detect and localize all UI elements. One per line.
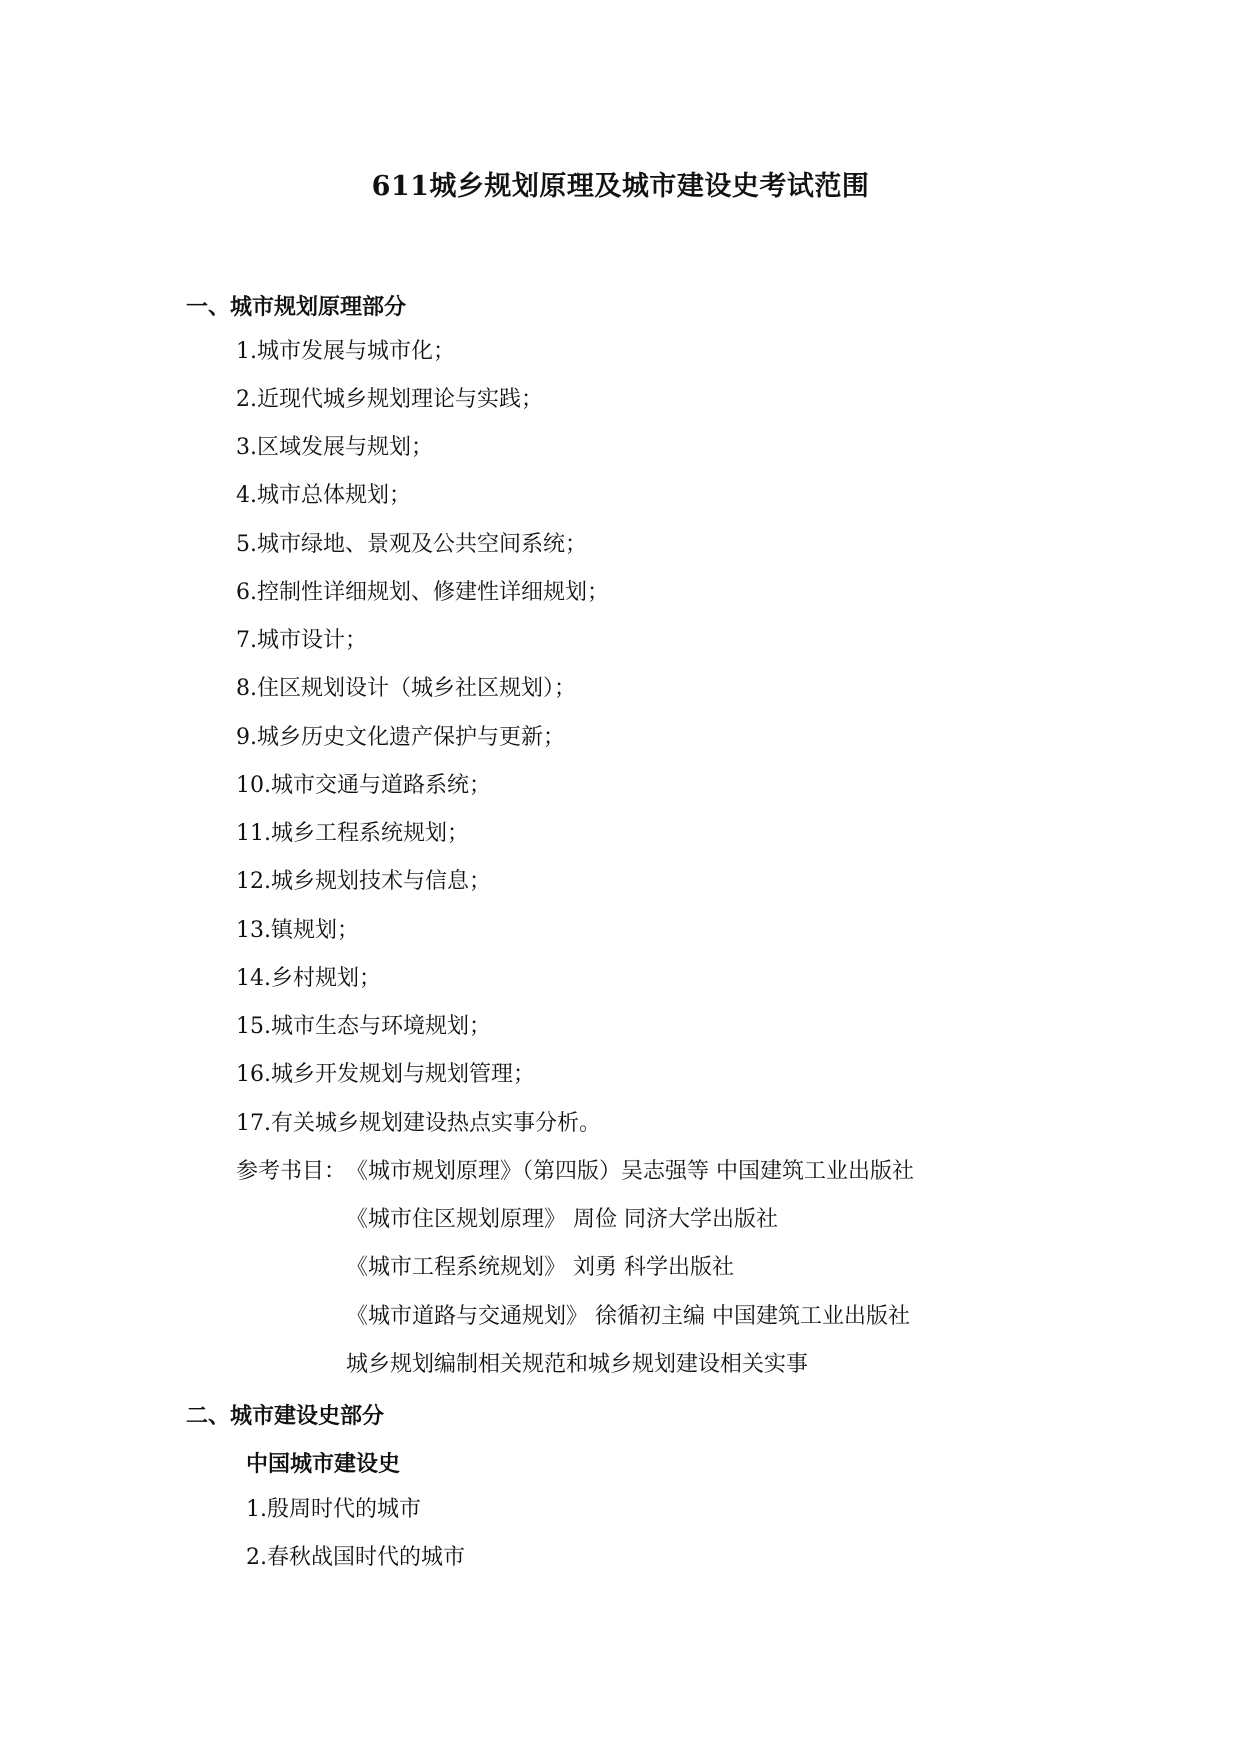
list-item: 9.城乡历史文化遗产保护与更新；	[236, 725, 565, 750]
subsection-heading: 中国城市建设史	[246, 1452, 401, 1477]
list-item: 16.城乡开发规划与规划管理；	[236, 1062, 535, 1087]
references-label: 参考书目：	[236, 1159, 347, 1184]
list-item: 7.城市设计；	[236, 628, 367, 653]
list-item: 5.城市绿地、景观及公共空间系统；	[236, 532, 587, 557]
reference-item: 《城市工程系统规划》 刘勇 科学出版社	[346, 1255, 734, 1280]
section-heading-planning-principles: 一、城市规划原理部分	[186, 295, 407, 320]
list-item: 14.乡村规划；	[236, 966, 381, 991]
list-item: 1.殷周时代的城市	[246, 1497, 421, 1522]
reference-item: 《城市住区规划原理》 周俭 同济大学出版社	[346, 1207, 778, 1232]
list-item: 15.城市生态与环境规划；	[236, 1014, 491, 1039]
reference-item: 城乡规划编制相关规范和城乡规划建设相关实事	[346, 1352, 809, 1377]
list-item: 12.城乡规划技术与信息；	[236, 869, 491, 894]
list-item: 11.城乡工程系统规划；	[236, 821, 469, 846]
list-item: 2.春秋战国时代的城市	[246, 1545, 465, 1570]
list-item: 8.住区规划设计（城乡社区规划）；	[236, 676, 576, 701]
reference-item: 《城市道路与交通规划》 徐循初主编 中国建筑工业出版社	[346, 1304, 910, 1329]
list-item: 13.镇规划；	[236, 918, 359, 943]
list-item: 1.城市发展与城市化；	[236, 339, 455, 364]
reference-item: 《城市规划原理》（第四版）吴志强等 中国建筑工业出版社	[346, 1159, 914, 1184]
list-item: 6.控制性详细规划、修建性详细规划；	[236, 580, 609, 605]
section-heading-urban-history: 二、城市建设史部分	[186, 1404, 385, 1429]
list-item: 3.区域发展与规划；	[236, 435, 433, 460]
document-title: 611城乡规划原理及城市建设史考试范围	[371, 171, 870, 202]
list-item: 4.城市总体规划；	[236, 483, 411, 508]
list-item: 2.近现代城乡规划理论与实践；	[236, 387, 543, 412]
list-item: 10.城市交通与道路系统；	[236, 773, 491, 798]
list-item: 17.有关城乡规划建设热点实事分析。	[236, 1111, 601, 1136]
